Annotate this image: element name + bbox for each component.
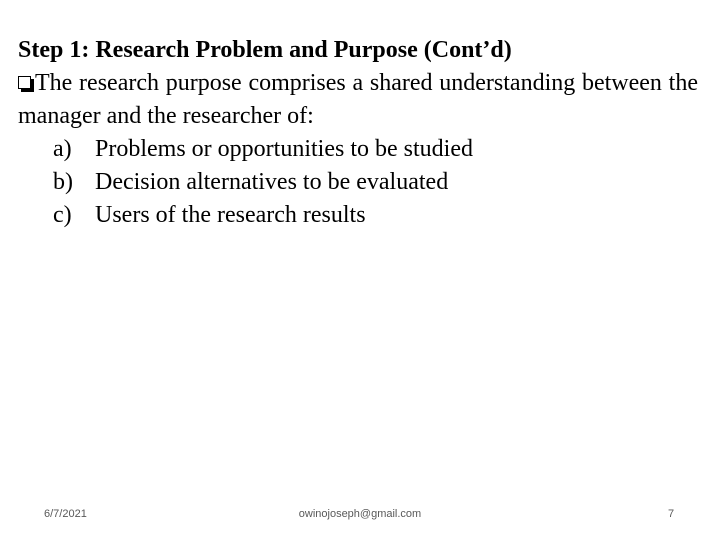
hollow-square-bullet-icon bbox=[18, 76, 31, 89]
list-item bbox=[18, 133, 698, 166]
list-item-letter: b) bbox=[53, 169, 73, 195]
bullet-text: The research purpose comprises a shared understanding between the manager and the researcher of: bbox=[18, 70, 698, 129]
bullet-paragraph bbox=[18, 67, 698, 133]
list-item-letter: c) bbox=[53, 202, 72, 228]
slide-content bbox=[18, 34, 698, 232]
list-item-text: Users of the research results bbox=[95, 202, 366, 228]
slide-title: Step 1: Research Problem and Purpose (Cont’d) bbox=[18, 37, 512, 63]
list-item-letter: a) bbox=[53, 136, 72, 162]
footer-page-number: 7 bbox=[668, 508, 675, 520]
list-item-text: Decision alternatives to be evaluated bbox=[95, 169, 449, 195]
sub-item-list bbox=[18, 133, 698, 232]
list-item-text: Problems or opportunities to be studied bbox=[95, 136, 473, 162]
footer-email: owinojoseph@gmail.com bbox=[298, 508, 422, 520]
list-item bbox=[18, 166, 698, 199]
list-item bbox=[18, 199, 698, 232]
footer-date: 6/7/2021 bbox=[44, 508, 87, 520]
